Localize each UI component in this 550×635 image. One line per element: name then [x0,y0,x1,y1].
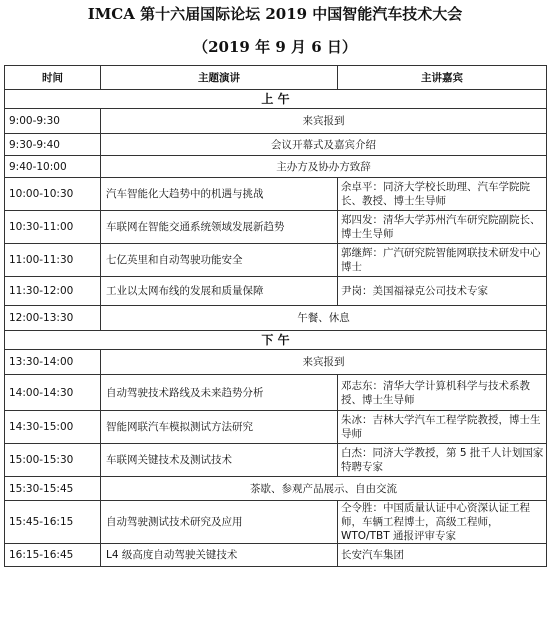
speaker-cell: 长安汽车集团 [338,544,547,567]
agenda-row [5,544,547,567]
document-title: IMCA 第十六届国际论坛 2019 中国智能汽车技术大会 [87,5,463,23]
agenda-row [5,477,547,501]
agenda-row [5,350,547,375]
time-cell: 11:30-12:00 [5,277,101,306]
time-cell: 9:30-9:40 [5,134,101,156]
event-cell: 来宾报到 [101,350,547,375]
column-header-topic: 主题演讲 [101,66,338,90]
speaker-cell: 郑四发：清华大学苏州汽车研究院副院长、博士生导师 [338,211,547,244]
time-cell: 15:45-16:15 [5,501,101,544]
topic-cell: 汽车智能化大趋势中的机遇与挑战 [101,178,338,211]
event-cell: 茶歇、参观产品展示、自由交流 [101,477,547,501]
agenda-row [5,178,547,211]
agenda-row [5,156,547,178]
topic-cell: L4 级高度自动驾驶关键技术 [101,544,338,567]
time-cell: 12:00-13:30 [5,306,101,331]
topic-cell: 车联网关键技术及测试技术 [101,444,338,477]
time-cell: 14:00-14:30 [5,375,101,411]
time-cell: 10:00-10:30 [5,178,101,211]
speaker-cell: 尹岗：美国福禄克公司技术专家 [338,277,547,306]
agenda-table [4,65,547,567]
topic-cell: 自动驾驶技术路线及未来趋势分析 [101,375,338,411]
section-label: 上 午 [5,90,547,109]
section-row [5,331,547,350]
time-cell: 15:00-15:30 [5,444,101,477]
agenda-row [5,244,547,277]
topic-cell: 工业以太网布线的发展和质量保障 [101,277,338,306]
agenda-row [5,306,547,331]
agenda-row [5,411,547,444]
event-cell: 主办方及协办方致辞 [101,156,547,178]
time-cell: 13:30-14:00 [5,350,101,375]
speaker-cell: 白杰：同济大学教授，第 5 批千人计划国家特聘专家 [338,444,547,477]
column-header-time: 时间 [5,66,101,90]
agenda-row [5,134,547,156]
topic-cell: 七亿英里和自动驾驶功能安全 [101,244,338,277]
time-cell: 9:40-10:00 [5,156,101,178]
section-label: 下 午 [5,331,547,350]
topic-cell: 车联网在智能交通系统领域发展新趋势 [101,211,338,244]
column-header-speaker: 主讲嘉宾 [338,66,547,90]
event-cell: 来宾报到 [101,109,547,134]
table-header-row [5,66,547,90]
time-cell: 15:30-15:45 [5,477,101,501]
document-date: （2019 年 9 月 6 日） [193,38,357,56]
speaker-cell: 余卓平：同济大学校长助理、汽车学院院长、教授、博士生导师 [338,178,547,211]
topic-cell: 智能网联汽车模拟测试方法研究 [101,411,338,444]
agenda-row [5,109,547,134]
speaker-cell: 邓志东：清华大学计算机科学与技术系教授、博士生导师 [338,375,547,411]
agenda-row [5,444,547,477]
agenda-row [5,277,547,306]
agenda-row [5,501,547,544]
time-cell: 9:00-9:30 [5,109,101,134]
speaker-cell: 朱冰：吉林大学汽车工程学院教授，博士生导师 [338,411,547,444]
event-cell: 会议开幕式及嘉宾介绍 [101,134,547,156]
time-cell: 14:30-15:00 [5,411,101,444]
speaker-cell: 仝令胜：中国质量认证中心资深认证工程师，车辆工程博士，高级工程师，WTO/TBT 通报评审专家 [338,501,547,544]
topic-cell: 自动驾驶测试技术研究及应用 [101,501,338,544]
agenda-row [5,375,547,411]
time-cell: 10:30-11:00 [5,211,101,244]
event-cell: 午餐、休息 [101,306,547,331]
agenda-row [5,211,547,244]
agenda-body [5,90,547,567]
time-cell: 16:15-16:45 [5,544,101,567]
speaker-cell: 郭继辉：广汽研究院智能网联技术研发中心博士 [338,244,547,277]
time-cell: 11:00-11:30 [5,244,101,277]
section-row [5,90,547,109]
